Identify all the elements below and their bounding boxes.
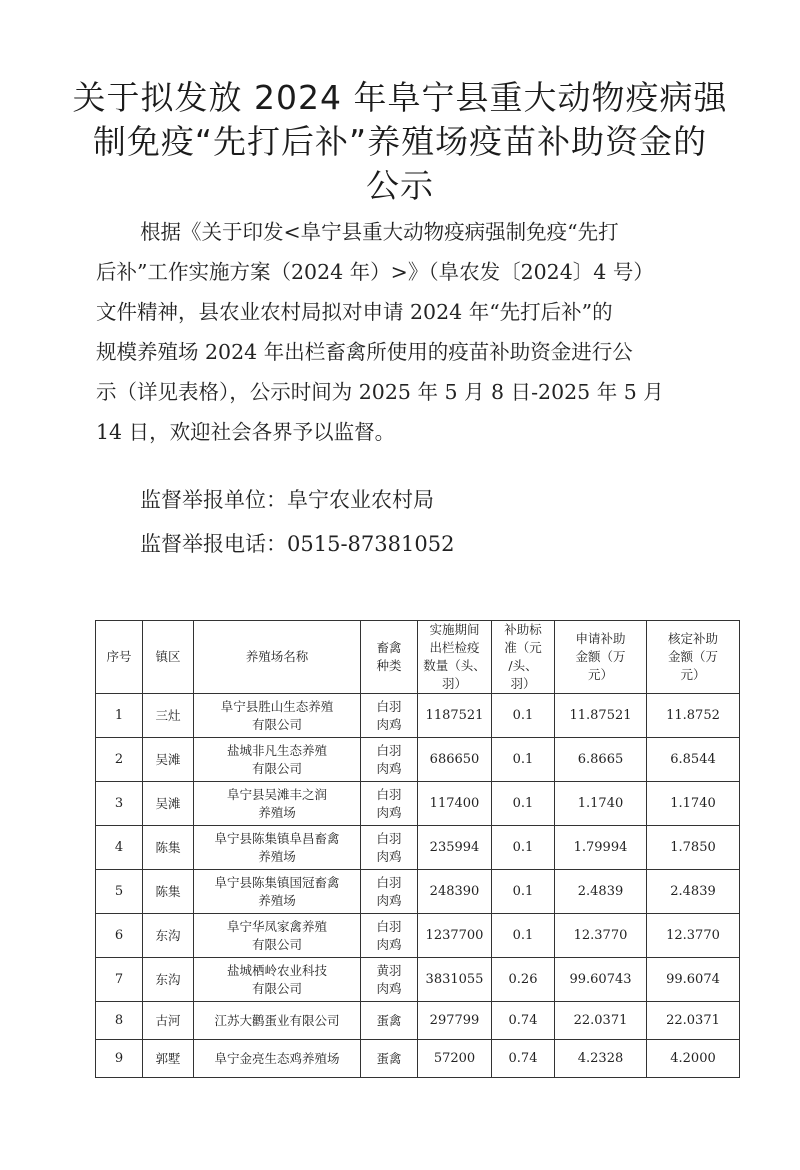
cell-index: 4: [96, 826, 143, 870]
cell-index: 8: [96, 1002, 143, 1040]
cell-applied: 2.4839: [555, 870, 647, 914]
cell-quantity: 686650: [418, 738, 492, 782]
title-line: 公示: [366, 166, 434, 205]
cell-farm: 盐城非凡生态养殖 有限公司: [194, 738, 361, 782]
cell-quantity: 1237700: [418, 914, 492, 958]
cell-applied: 6.8665: [555, 738, 647, 782]
body-line: 后补”工作实施方案（2024 年）>》（阜农发〔2024〕4 号）: [96, 260, 654, 284]
cell-town: 吴滩: [143, 782, 194, 826]
cell-applied: 1.1740: [555, 782, 647, 826]
cell-approved: 4.2000: [647, 1040, 740, 1078]
table-header-row: [96, 621, 740, 694]
cell-standard: 0.74: [492, 1002, 555, 1040]
cell-standard: 0.1: [492, 738, 555, 782]
cell-farm: 阜宁华凤家禽养殖 有限公司: [194, 914, 361, 958]
cell-index: 7: [96, 958, 143, 1002]
cell-standard: 0.74: [492, 1040, 555, 1078]
cell-town: 东沟: [143, 914, 194, 958]
cell-farm: 阜宁县胜山生态养殖 有限公司: [194, 694, 361, 738]
table-row: [96, 782, 740, 826]
header-species: 畜禽 种类: [361, 621, 418, 694]
cell-approved: 6.8544: [647, 738, 740, 782]
cell-index: 3: [96, 782, 143, 826]
cell-town: 三灶: [143, 694, 194, 738]
cell-species: 黄羽 肉鸡: [361, 958, 418, 1002]
cell-quantity: 235994: [418, 826, 492, 870]
table-row: [96, 694, 740, 738]
cell-quantity: 57200: [418, 1040, 492, 1078]
notice-body: [96, 212, 716, 452]
cell-farm: 阜宁县吴滩丰之润 养殖场: [194, 782, 361, 826]
cell-approved: 22.0371: [647, 1002, 740, 1040]
table-row: [96, 914, 740, 958]
cell-index: 5: [96, 870, 143, 914]
cell-farm: 阜宁金亮生态鸡养殖场: [194, 1040, 361, 1078]
cell-approved: 12.3770: [647, 914, 740, 958]
table-row: [96, 738, 740, 782]
body-line: 14 日，欢迎社会各界予以监督。: [96, 420, 396, 444]
header-quantity: 实施期间 出栏检疫 数量（头、 羽）: [418, 621, 492, 694]
cell-quantity: 297799: [418, 1002, 492, 1040]
cell-species: 白羽 肉鸡: [361, 782, 418, 826]
cell-town: 古河: [143, 1002, 194, 1040]
cell-town: 陈集: [143, 870, 194, 914]
cell-applied: 12.3770: [555, 914, 647, 958]
table-row: [96, 870, 740, 914]
cell-species: 蛋禽: [361, 1002, 418, 1040]
cell-applied: 1.79994: [555, 826, 647, 870]
cell-index: 6: [96, 914, 143, 958]
cell-town: 吴滩: [143, 738, 194, 782]
cell-quantity: 248390: [418, 870, 492, 914]
table-row: [96, 1040, 740, 1078]
body-line: 规模养殖场 2024 年出栏畜禽所使用的疫苗补助资金进行公: [96, 340, 633, 364]
title-line: 制免疫“先打后补”养殖场疫苗补助资金的: [92, 122, 708, 161]
cell-species: 白羽 肉鸡: [361, 738, 418, 782]
body-line: 文件精神，县农业农村局拟对申请 2024 年“先打后补”的: [96, 300, 613, 324]
title-line: 关于拟发放 2024 年阜宁县重大动物疫病强: [72, 78, 728, 117]
cell-approved: 99.6074: [647, 958, 740, 1002]
cell-standard: 0.26: [492, 958, 555, 1002]
subsidy-table: [95, 620, 740, 1078]
cell-species: 白羽 肉鸡: [361, 870, 418, 914]
table-row: [96, 826, 740, 870]
cell-farm: 阜宁县陈集镇国冠畜禽 养殖场: [194, 870, 361, 914]
cell-species: 白羽 肉鸡: [361, 914, 418, 958]
cell-species: 白羽 肉鸡: [361, 694, 418, 738]
cell-quantity: 3831055: [418, 958, 492, 1002]
body-line: 示（详见表格），公示时间为 2025 年 5 月 8 日-2025 年 5 月: [96, 380, 664, 404]
cell-farm: 江苏大鹳蛋业有限公司: [194, 1002, 361, 1040]
cell-standard: 0.1: [492, 694, 555, 738]
cell-species: 白羽 肉鸡: [361, 826, 418, 870]
cell-index: 9: [96, 1040, 143, 1078]
cell-quantity: 1187521: [418, 694, 492, 738]
cell-index: 2: [96, 738, 143, 782]
cell-standard: 0.1: [492, 826, 555, 870]
supervision-phone: 监督举报电话：0515-87381052: [140, 532, 455, 556]
header-standard: 补助标 准（元 /头、 羽）: [492, 621, 555, 694]
cell-approved: 1.1740: [647, 782, 740, 826]
table-row: [96, 958, 740, 1002]
cell-farm: 盐城栖岭农业科技 有限公司: [194, 958, 361, 1002]
cell-approved: 2.4839: [647, 870, 740, 914]
cell-town: 东沟: [143, 958, 194, 1002]
cell-index: 1: [96, 694, 143, 738]
body-line: 根据《关于印发<阜宁县重大动物疫病强制免疫“先打: [140, 220, 619, 244]
cell-standard: 0.1: [492, 914, 555, 958]
cell-standard: 0.1: [492, 870, 555, 914]
cell-species: 蛋禽: [361, 1040, 418, 1078]
header-applied: 申请补助 金额（万 元）: [555, 621, 647, 694]
cell-town: 郭墅: [143, 1040, 194, 1078]
cell-standard: 0.1: [492, 782, 555, 826]
header-index: 序号: [96, 621, 143, 694]
table-row: [96, 1002, 740, 1040]
cell-applied: 99.60743: [555, 958, 647, 1002]
cell-quantity: 117400: [418, 782, 492, 826]
header-approved: 核定补助 金额（万 元）: [647, 621, 740, 694]
header-town: 镇区: [143, 621, 194, 694]
table-body: [96, 694, 740, 1078]
cell-town: 陈集: [143, 826, 194, 870]
cell-approved: 1.7850: [647, 826, 740, 870]
supervision-unit: 监督举报单位：阜宁农业农村局: [140, 488, 434, 512]
cell-applied: 11.87521: [555, 694, 647, 738]
cell-applied: 4.2328: [555, 1040, 647, 1078]
cell-farm: 阜宁县陈集镇阜昌畜禽 养殖场: [194, 826, 361, 870]
cell-applied: 22.0371: [555, 1002, 647, 1040]
document-title: [60, 76, 740, 208]
cell-approved: 11.8752: [647, 694, 740, 738]
header-farm: 养殖场名称: [194, 621, 361, 694]
